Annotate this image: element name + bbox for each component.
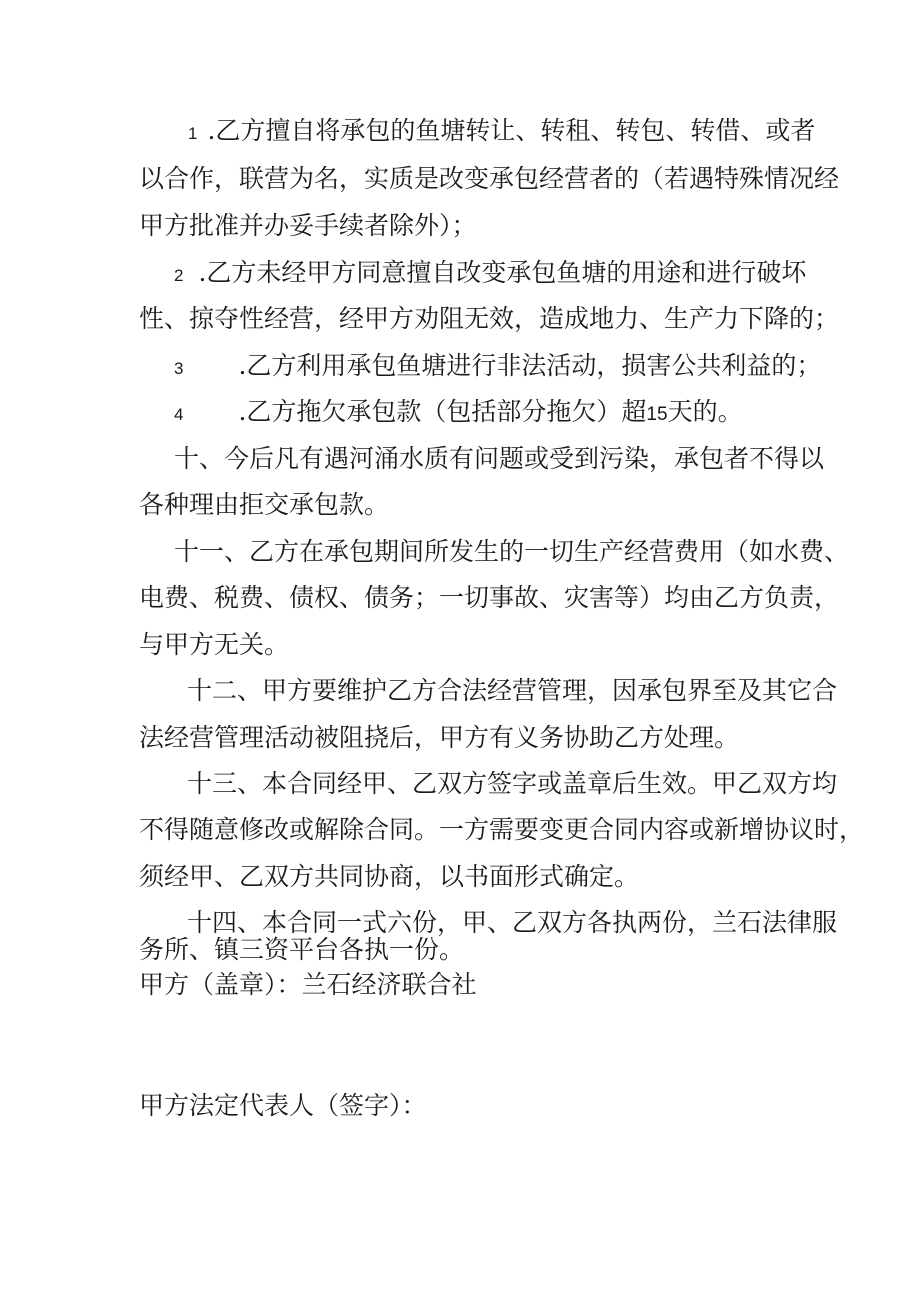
clause-2-line-2: 性、掠夺性经营，经甲方劝阻无效，造成地力、生产力下降的；: [139, 304, 840, 333]
clause-4-line-1: 4 .乙方拖欠承包款（包括部分拖欠）超15天的。: [174, 397, 743, 430]
clause-3-line-1: 3 .乙方利用承包鱼塘进行非法活动，损害公共利益的；: [174, 351, 821, 384]
article-10-line-2: 各种理由拒交承包款。: [139, 490, 390, 519]
clause-number: 1: [188, 124, 198, 143]
party-a-seal-line: 甲方（盖章）：兰石经济联合社: [139, 970, 477, 999]
article-13-line-1: 十三、本合同经甲、乙双方签字或盖章后生效。甲乙双方均: [187, 769, 838, 798]
article-12-line-2: 法经营管理活动被阻挠后，甲方有义务协助乙方处理。: [139, 723, 740, 752]
article-10-line-1: 十、今后凡有遇河涌水质有问题或受到污染，承包者不得以: [174, 444, 825, 473]
article-14-line-1: 十四、本合同一式六份，甲、乙双方各执两份，兰石法律服: [187, 908, 838, 937]
party-a-representative-line: 甲方法定代表人（签字）：: [139, 1091, 427, 1120]
article-11-line-1: 十一、乙方在承包期间所发生的一切生产经营费用（如水费、: [174, 537, 850, 566]
clause-1-line-2: 以合作，联营为名，实质是改变承包经营者的（若遇特殊情况经: [139, 164, 840, 193]
days-value: 15: [646, 404, 668, 425]
article-14-line-2: 务所、镇三资平台各执一份。: [139, 935, 465, 964]
article-11-line-2: 电费、税费、债权、债务；一切事故、灾害等）均由乙方负责，: [139, 583, 840, 612]
article-13-line-3: 须经甲、乙双方共同协商，以书面形式确定。: [139, 862, 640, 891]
clause-2-line-1: 2 .乙方未经甲方同意擅自改变承包鱼塘的用途和进行破坏: [174, 258, 806, 291]
article-13-line-2: 不得随意修改或解除合同。一方需要变更合同内容或新增协议时，: [139, 815, 865, 844]
clause-number: 4: [174, 405, 184, 424]
clause-1-line-1: 1 .乙方擅自将承包的鱼塘转让、转租、转包、转借、或者: [188, 116, 815, 149]
clause-1-line-3: 甲方批准并办妥手续者除外）；: [139, 211, 477, 240]
clause-number: 3: [174, 359, 184, 378]
clause-number: 2: [174, 266, 184, 285]
article-11-line-3: 与甲方无关。: [139, 630, 290, 659]
article-12-line-1: 十二、甲方要维护乙方合法经营管理，因承包界至及其它合: [187, 676, 838, 705]
